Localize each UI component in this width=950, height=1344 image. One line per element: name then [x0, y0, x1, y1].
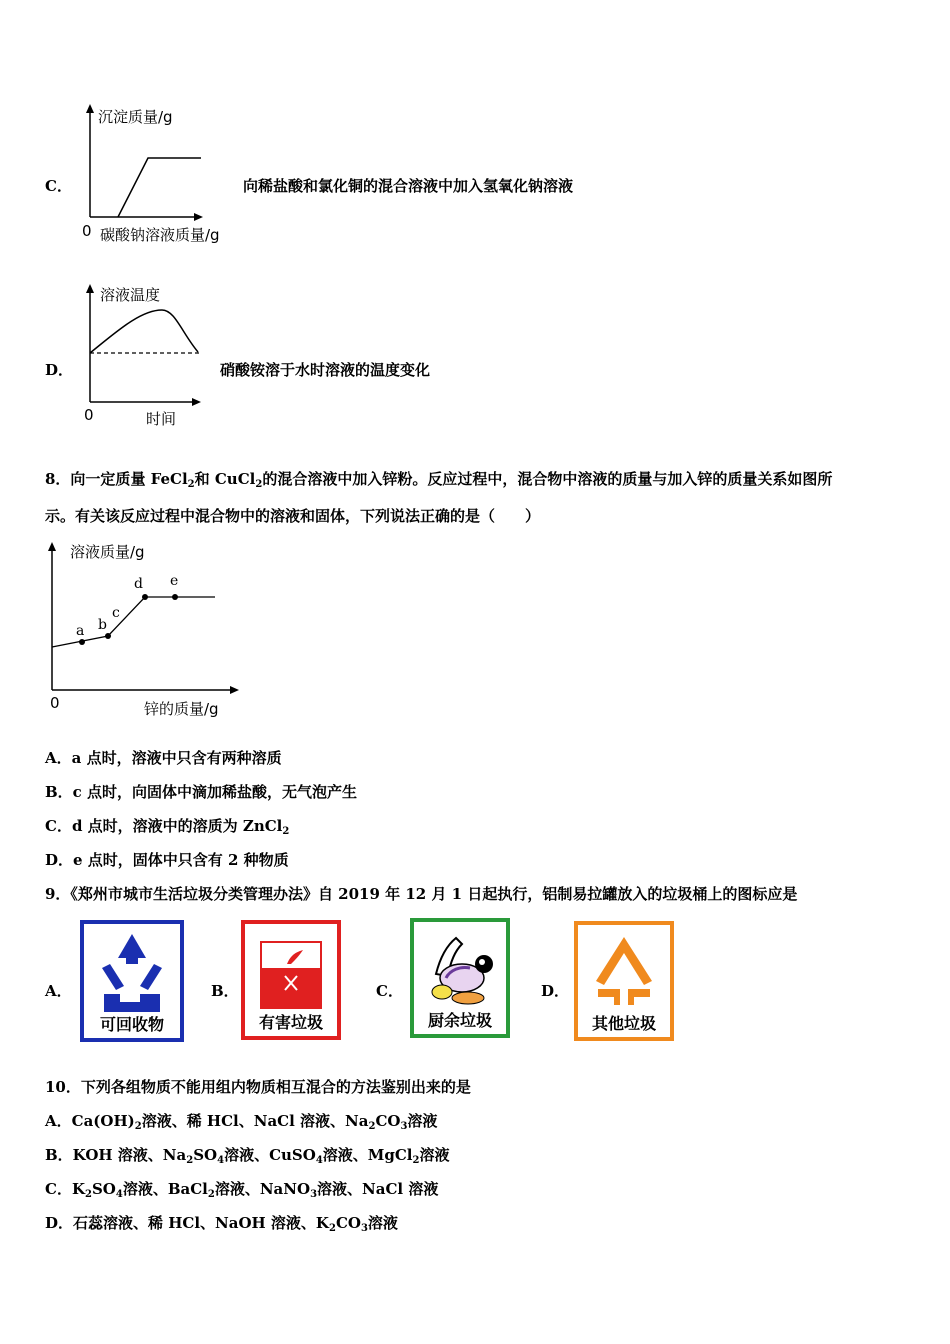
point-d [142, 594, 148, 600]
x-axis-arrow [194, 213, 203, 221]
point-e-label: e [170, 573, 179, 589]
origin-label: 0 [82, 222, 92, 240]
curve [90, 310, 198, 353]
x-axis-arrow [230, 686, 239, 694]
q8-option-c: C．d 点时，溶液中的溶质为 ZnCl$_2$ [45, 817, 290, 837]
q8-option-b: B．c 点时，向固体中滴加稀盐酸，无气泡产生 [45, 783, 358, 801]
x-axis-label: 时间 [146, 410, 177, 428]
q8-option-d: D．e 点时，固体中只含有 2 种物质 [45, 851, 289, 869]
other-waste-bin-label: 其他垃圾 [591, 1014, 657, 1033]
recyclable-bin-icon [80, 920, 184, 1042]
x-axis-label: 碳酸钠溶液质量/g [100, 226, 220, 244]
y-axis-arrow [48, 542, 56, 551]
kitchen-waste-bin-label: 厨余垃圾 [427, 1011, 493, 1030]
q9-option-d-letter: D． [541, 982, 570, 1000]
q10-option-c: C．$K_2SO_4$溶液、BaCl$_2$溶液、NaNO$_3$溶液、NaCl 溶液 [45, 1180, 439, 1200]
y-axis-label: 溶液温度 [100, 286, 161, 304]
origin-label: 0 [84, 406, 94, 424]
hazardous-bin-label: 有害垃圾 [258, 1013, 324, 1032]
y-axis-label: 溶液质量/g [70, 543, 145, 561]
hazardous-bin-icon [241, 920, 341, 1040]
y-axis-arrow [86, 284, 94, 293]
curve [118, 158, 201, 217]
precipitate-graph [70, 100, 240, 250]
q9-option-b-letter: B． [211, 982, 239, 1000]
q9-stem: 9．《郑州市城市生活垃圾分类管理办法》自 2019 年 12 月 1 日起执行，铝制易拉罐放入的垃圾桶上的图标应是 [45, 885, 798, 903]
solution-mass-graph [40, 535, 250, 725]
y-axis-label: 沉淀质量/g [98, 108, 173, 126]
q9-option-a-letter: A． [45, 982, 72, 1000]
point-c-label: c [112, 605, 120, 621]
kitchen-waste-bin-icon [410, 918, 510, 1040]
point-b [105, 633, 111, 639]
x-axis-arrow [192, 398, 201, 406]
origin-label: 0 [50, 694, 60, 712]
curve [52, 597, 215, 647]
temperature-graph [70, 278, 240, 428]
q10-option-d: D．石蕊溶液、稀 HCl、NaOH 溶液、$K_2CO_3$溶液 [45, 1214, 398, 1234]
other-waste-bin-icon [574, 921, 674, 1041]
q8-option-a: A．a 点时，溶液中只含有两种溶质 [45, 749, 282, 767]
q8-stem-line2: 示。有关该反应过程中混合物中的溶液和固体，下列说法正确的是（ ） [45, 507, 541, 525]
point-a-label: a [76, 623, 85, 639]
option-c-text: 向稀盐酸和氯化铜的混合溶液中加入氢氧化钠溶液 [243, 177, 574, 195]
point-d-label: d [134, 576, 143, 592]
recyclable-bin-label: 可回收物 [99, 1015, 165, 1034]
point-e [172, 594, 178, 600]
option-c-label: C． [45, 177, 72, 195]
option-d-label: D． [45, 361, 74, 379]
q10-option-a: A．$Ca(OH)_2$溶液、稀 HCl、NaCl 溶液、$Na_2CO_3$溶液 [45, 1112, 438, 1132]
point-a [79, 639, 85, 645]
y-axis-arrow [86, 104, 94, 113]
q10-stem: 10．下列各组物质不能用组内物质相互混合的方法鉴别出来的是 [45, 1078, 471, 1096]
x-axis-label: 锌的质量/g [144, 700, 219, 718]
q10-option-b: B．KOH 溶液、$Na_2SO_4$溶液、CuSO$_4$溶液、MgCl$_2$溶液 [45, 1146, 450, 1166]
q9-option-c-letter: C． [376, 982, 403, 1000]
q8-stem-line1: 8．向一定质量 FeCl$_2$和 CuCl$_2$的混合溶液中加入锌粉。反应过程中，混合物中溶液的质量与加入锌的质量关系如图所 [45, 470, 833, 490]
point-b-label: b [98, 617, 107, 633]
option-d-text: 硝酸铵溶于水时溶液的温度变化 [220, 361, 431, 379]
